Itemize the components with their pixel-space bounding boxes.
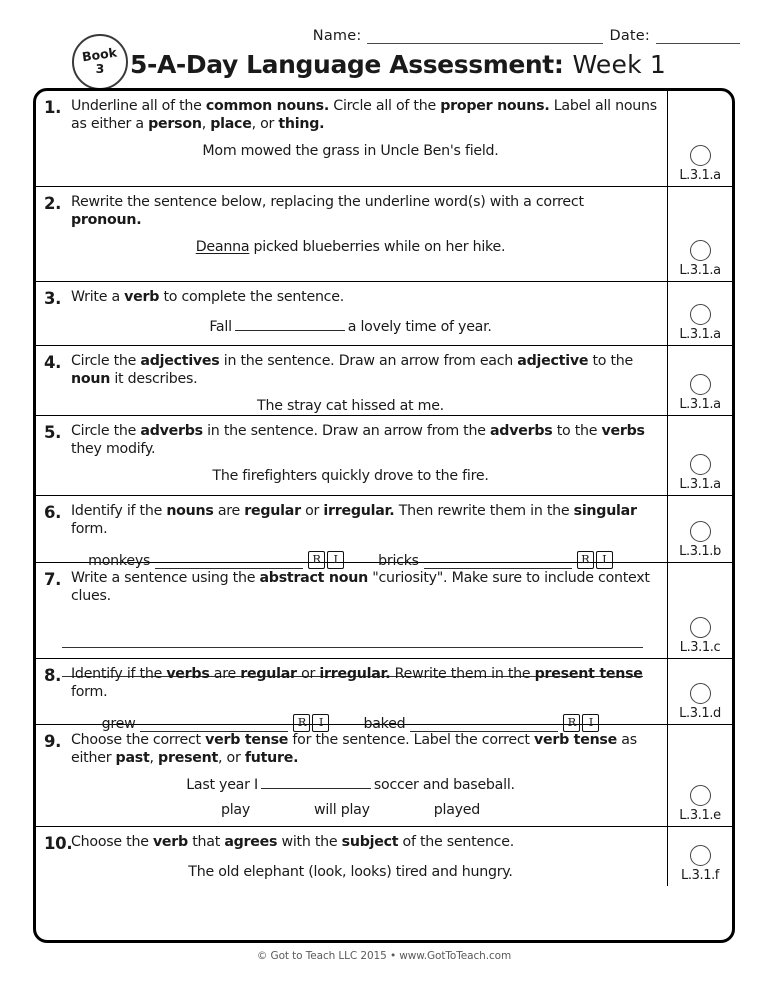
prompt-emphasis: verbs: [166, 666, 210, 682]
standard-code: L.3.1.f: [681, 868, 719, 883]
score-bubble[interactable]: [690, 240, 711, 261]
question-cell: [36, 659, 668, 732]
prompt-text: Rewrite them in the: [390, 666, 535, 682]
question-prompt: [71, 194, 657, 230]
prompt-text: Then rewrite them in the: [394, 503, 574, 519]
prompt-text: , or: [251, 115, 279, 132]
prompt-text: are: [213, 503, 245, 519]
question-sentence: The old elephant (look, looks) tired and hungry.: [188, 863, 513, 880]
question-sentence: Mom mowed the grass in Uncle Ben's field.: [202, 142, 499, 159]
prompt-emphasis: abstract noun: [259, 570, 368, 586]
standard-code: L.3.1.a: [679, 327, 721, 342]
score-bubble[interactable]: [690, 454, 711, 475]
question-prompt: [71, 503, 657, 539]
question-cell: [36, 496, 668, 569]
sentence-before-blank: Last year I: [186, 776, 258, 793]
target-word: grew: [101, 715, 136, 732]
prompt-text: , or: [218, 749, 245, 766]
question-sentence: [44, 777, 657, 793]
name-label: Name:: [312, 28, 362, 44]
irregular-box[interactable]: I: [596, 551, 613, 569]
prompt-text: in the sentence. Draw an arrow from the: [202, 423, 490, 439]
book-badge-word: Book: [81, 44, 119, 64]
prompt-text: ,: [149, 749, 159, 766]
prompt-emphasis: subject: [341, 834, 399, 850]
score-bubble[interactable]: [690, 617, 711, 638]
prompt-text: ,: [201, 115, 211, 132]
standard-cell: [668, 187, 732, 281]
prompt-emphasis: common nouns.: [205, 98, 330, 114]
table-row: [36, 282, 732, 346]
question-head: [44, 732, 657, 768]
prompt-emphasis: verbs: [601, 423, 645, 439]
sentence-before-blank: Fall: [209, 318, 232, 335]
title-row: [72, 36, 666, 92]
question-prompt: [71, 353, 657, 389]
question-prompt: [71, 666, 657, 702]
answer-choice[interactable]: played: [433, 801, 481, 818]
standard-cell: [668, 346, 732, 415]
question-prompt: [71, 732, 657, 768]
standard-cell: [668, 496, 732, 562]
standard-cell: [668, 827, 732, 886]
standard-code: L.3.1.d: [679, 706, 721, 721]
writing-line[interactable]: [62, 619, 643, 648]
prompt-emphasis: verb tense: [533, 732, 617, 748]
standard-code: L.3.1.a: [679, 263, 721, 278]
prompt-text: Identify if the: [71, 503, 167, 519]
prompt-text: Circle all of the: [329, 98, 441, 114]
score-bubble[interactable]: [690, 521, 711, 542]
prompt-text: form.: [71, 520, 108, 537]
prompt-text: form.: [71, 683, 108, 700]
sentence-remainder: picked blueberries while on her hike.: [249, 238, 506, 255]
score-bubble[interactable]: [690, 785, 711, 806]
prompt-text: with the: [277, 834, 342, 850]
prompt-emphasis: past: [115, 749, 150, 766]
sentence-after-blank: a lovely time of year.: [347, 318, 492, 335]
prompt-text: Write a sentence using the: [71, 570, 260, 586]
prompt-emphasis: adverbs: [140, 423, 203, 439]
irregular-box[interactable]: I: [312, 714, 329, 732]
underlined-word: Deanna: [195, 238, 250, 255]
book-badge-number: 3: [95, 61, 105, 76]
prompt-emphasis: adjectives: [140, 353, 220, 369]
question-head: [44, 666, 657, 702]
prompt-emphasis: verb tense: [205, 732, 289, 748]
prompt-text: Underline all of the: [71, 98, 206, 114]
question-head: [44, 834, 657, 855]
table-row: [36, 725, 732, 827]
prompt-text: Label all nouns as either a: [71, 98, 657, 132]
question-cell: [36, 725, 668, 826]
question-number: 7.: [44, 570, 62, 589]
prompt-text: it describes.: [110, 370, 198, 387]
irregular-box[interactable]: I: [582, 714, 599, 732]
question-head: [44, 194, 657, 230]
question-number: 1.: [44, 98, 62, 117]
standard-code: L.3.1.b: [679, 544, 721, 559]
prompt-emphasis: verb: [124, 289, 160, 305]
prompt-text: Choose the correct: [71, 732, 206, 748]
question-sentence: [44, 319, 657, 335]
regular-box[interactable]: R: [308, 551, 325, 569]
prompt-emphasis: place: [210, 115, 252, 132]
question-rows: [36, 91, 732, 940]
page-title-week: Week 1: [572, 49, 666, 79]
question-number: 2.: [44, 194, 62, 213]
irregular-box[interactable]: I: [327, 551, 344, 569]
answer-choice[interactable]: will play: [314, 801, 370, 818]
table-row: [36, 563, 732, 659]
question-prompt: [71, 289, 344, 307]
question-head: [44, 98, 657, 134]
standard-cell: [668, 416, 732, 495]
prompt-text: Identify if the: [71, 666, 167, 682]
prompt-text: of the sentence.: [398, 834, 514, 850]
regular-box[interactable]: R: [563, 714, 580, 732]
prompt-text: are: [209, 666, 241, 682]
question-cell: [36, 91, 668, 186]
prompt-emphasis: pronoun.: [71, 211, 142, 228]
prompt-text: or: [296, 666, 320, 682]
fill-in-blank[interactable]: [235, 330, 345, 331]
answer-choice[interactable]: play: [220, 801, 251, 818]
prompt-text: "curiosity". Make sure to include context clues.: [71, 570, 650, 604]
prompt-emphasis: adjective: [517, 353, 589, 369]
prompt-emphasis: thing.: [278, 115, 325, 132]
prompt-emphasis: future.: [244, 749, 299, 766]
question-cell: [36, 282, 668, 345]
score-bubble[interactable]: [690, 845, 711, 866]
table-row: [36, 496, 732, 569]
question-head: [44, 570, 657, 606]
date-input-rule[interactable]: [656, 31, 740, 44]
question-sentence: The stray cat hissed at me.: [257, 397, 444, 414]
table-row: [36, 187, 732, 282]
question-number: 10.: [44, 834, 73, 853]
question-number: 8.: [44, 666, 62, 685]
answer-choices: [44, 802, 657, 818]
prompt-text: they modify.: [71, 440, 156, 457]
prompt-emphasis: present: [158, 749, 219, 766]
question-number: 6.: [44, 503, 62, 522]
question-prompt: [71, 570, 657, 606]
score-bubble[interactable]: [690, 145, 711, 166]
prompt-text: Choose the: [71, 834, 153, 850]
sentence-after-blank: soccer and baseball.: [373, 776, 515, 793]
target-word: monkeys: [88, 552, 151, 569]
prompt-text: to complete the sentence.: [159, 289, 344, 305]
prompt-emphasis: nouns: [166, 503, 214, 519]
score-bubble[interactable]: [690, 374, 711, 395]
prompt-emphasis: regular: [240, 666, 297, 682]
standard-cell: [668, 563, 732, 658]
standard-code: L.3.1.c: [679, 640, 721, 655]
standard-cell: [668, 91, 732, 186]
table-row: [36, 827, 732, 886]
standard-cell: [668, 659, 732, 724]
regular-box[interactable]: R: [577, 551, 594, 569]
standard-cell: [668, 282, 732, 345]
worksheet-table: [33, 88, 735, 943]
prompt-text: or: [300, 503, 324, 519]
question-cell: [36, 563, 668, 658]
prompt-text: in the sentence. Draw an arrow from each: [219, 353, 518, 369]
score-bubble[interactable]: [690, 683, 711, 704]
question-number: 3.: [44, 289, 62, 308]
question-number: 9.: [44, 732, 62, 751]
target-word: baked: [363, 715, 406, 732]
prompt-emphasis: noun: [71, 370, 111, 387]
table-row: [36, 659, 732, 732]
prompt-text: to the: [552, 423, 602, 439]
score-bubble[interactable]: [690, 304, 711, 325]
prompt-emphasis: regular: [244, 503, 301, 519]
question-prompt: [71, 834, 514, 852]
table-row: [36, 416, 732, 496]
prompt-text: that: [187, 834, 225, 850]
prompt-text: for the sentence. Label the correct: [288, 732, 534, 748]
table-row: [36, 346, 732, 416]
fill-in-blank[interactable]: [261, 788, 371, 789]
prompt-emphasis: irregular.: [323, 503, 395, 519]
prompt-emphasis: irregular.: [319, 666, 391, 682]
prompt-emphasis: singular: [573, 503, 637, 519]
prompt-emphasis: agrees: [224, 834, 278, 850]
prompt-text: Circle the: [71, 423, 141, 439]
prompt-text: Circle the: [71, 353, 141, 369]
question-cell: [36, 827, 668, 886]
question-number: 4.: [44, 353, 62, 372]
page-footer: © Got to Teach LLC 2015 • www.GotToTeach.com: [256, 950, 512, 962]
date-label: Date:: [609, 28, 650, 44]
question-number: 5.: [44, 423, 62, 442]
question-head: [44, 289, 657, 310]
question-prompt: [71, 423, 657, 459]
prompt-text: Write a: [71, 289, 125, 305]
page-header: [0, 0, 768, 88]
question-prompt: [71, 98, 657, 134]
prompt-emphasis: person: [148, 115, 202, 132]
book-badge: [72, 34, 128, 90]
target-word: bricks: [378, 552, 419, 569]
question-sentence: [44, 239, 657, 255]
prompt-emphasis: proper nouns.: [440, 98, 550, 114]
prompt-text: Rewrite the sentence below, replacing the underline word(s) with a correct: [71, 194, 584, 210]
standard-cell: [668, 725, 732, 826]
prompt-text: as either: [71, 732, 637, 766]
table-row: [36, 91, 732, 187]
standard-code: L.3.1.e: [679, 808, 721, 823]
prompt-emphasis: verb: [152, 834, 188, 850]
question-head: [44, 423, 657, 459]
regular-box[interactable]: R: [293, 714, 310, 732]
question-cell: [36, 416, 668, 495]
prompt-emphasis: adverbs: [489, 423, 553, 439]
prompt-text: to the: [588, 353, 633, 369]
page-title: 5-A-Day Language Assessment:: [130, 49, 564, 79]
question-head: [44, 503, 657, 539]
question-sentence: The firefighters quickly drove to the fire.: [212, 467, 489, 484]
standard-code: L.3.1.a: [679, 168, 721, 183]
question-cell: [36, 187, 668, 281]
prompt-emphasis: present tense: [534, 666, 643, 682]
question-cell: [36, 346, 668, 415]
standard-code: L.3.1.a: [679, 397, 721, 412]
question-head: [44, 353, 657, 389]
standard-code: L.3.1.a: [679, 477, 721, 492]
